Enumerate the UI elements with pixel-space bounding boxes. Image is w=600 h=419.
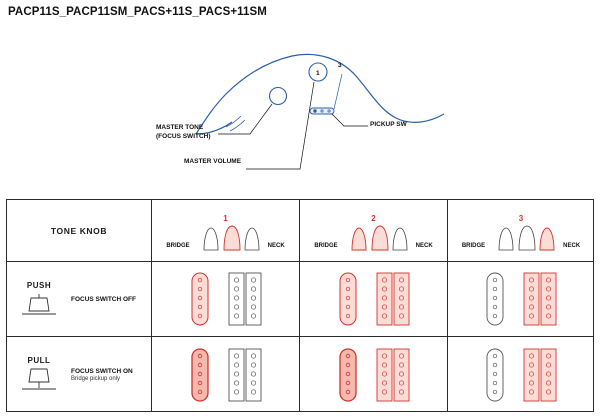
- pull-state-label: FOCUS SWITCH ON: [71, 367, 133, 375]
- humbucker-pickup-off: [228, 347, 262, 403]
- callout-leader-lines: [218, 82, 368, 169]
- humbucker-pickup-active: [376, 271, 410, 327]
- row-push-label: [7, 262, 152, 337]
- guitar-illustration: [0, 24, 600, 194]
- single-coil-pickup-active: [190, 271, 210, 327]
- cell-pull-position-2: [300, 337, 448, 412]
- push-label: PUSH: [26, 280, 52, 290]
- row-pull-label: [7, 337, 152, 412]
- neck-label-3: NECK: [563, 243, 581, 249]
- cell-pull-position-3: [448, 337, 594, 412]
- switch-position-1-label: 1: [316, 70, 320, 77]
- push-knob-graphic: [13, 281, 65, 318]
- cell-push-position-1: [152, 262, 300, 337]
- push-state-label: FOCUS SWITCH OFF: [71, 295, 136, 303]
- callout-master-tone-line2: (FOCUS SWITCH): [156, 132, 211, 140]
- single-coil-pickup-strong: [338, 347, 358, 403]
- bridge-label-3: BRIDGE: [461, 243, 486, 249]
- bridge-label-2: BRIDGE: [314, 243, 338, 249]
- table-header-position-1: [152, 200, 300, 262]
- callout-master-tone: [156, 124, 211, 142]
- page-title: PACP11S_PACP11SM_PACS+11S_PACS+11SM: [8, 6, 267, 18]
- cell-push-position-2: [300, 262, 448, 337]
- pickup-configuration-table: [6, 199, 594, 412]
- pickup-selector-icon-1: [194, 224, 264, 252]
- position-number-1: 1: [223, 214, 228, 223]
- neck-label-2: NECK: [415, 243, 433, 249]
- position-number-3: 3: [518, 214, 524, 223]
- humbucker-pickup-active: [523, 347, 557, 403]
- callout-master-tone-line1: MASTER TONE: [156, 124, 204, 131]
- table-header-tone-knob: TONE KNOB: [7, 200, 152, 262]
- single-coil-pickup-off: [485, 347, 505, 403]
- cell-pull-position-1: [152, 337, 300, 412]
- neck-label-1: NECK: [267, 243, 285, 249]
- pull-state-note: Bridge pickup only: [71, 375, 121, 382]
- table-header-position-2: [300, 200, 448, 262]
- callout-pickup-sw: PICKUP SW: [370, 121, 407, 128]
- callout-master-volume: MASTER VOLUME: [184, 158, 242, 165]
- humbucker-pickup-active: [523, 271, 557, 327]
- single-coil-pickup-strong: [190, 347, 210, 403]
- table-header-position-3: [448, 200, 594, 262]
- pickup-selector-icon-2: [342, 224, 412, 252]
- single-coil-pickup-active: [338, 271, 358, 327]
- pull-label: PULL: [27, 356, 51, 365]
- switch-position-3-label: 3: [338, 62, 342, 69]
- position-number-2: 2: [371, 214, 376, 223]
- cell-push-position-3: [448, 262, 594, 337]
- humbucker-pickup-active: [376, 347, 410, 403]
- pull-knob-graphic: [13, 356, 65, 393]
- knob-push-icon: [16, 292, 62, 318]
- single-coil-pickup-off: [485, 271, 505, 327]
- pickup-selector-icon-3: [489, 224, 559, 252]
- master-tone-knob: [270, 88, 287, 105]
- humbucker-pickup-off: [228, 271, 262, 327]
- knob-pull-icon: [16, 367, 62, 393]
- bridge-label-1: BRIDGE: [166, 243, 190, 249]
